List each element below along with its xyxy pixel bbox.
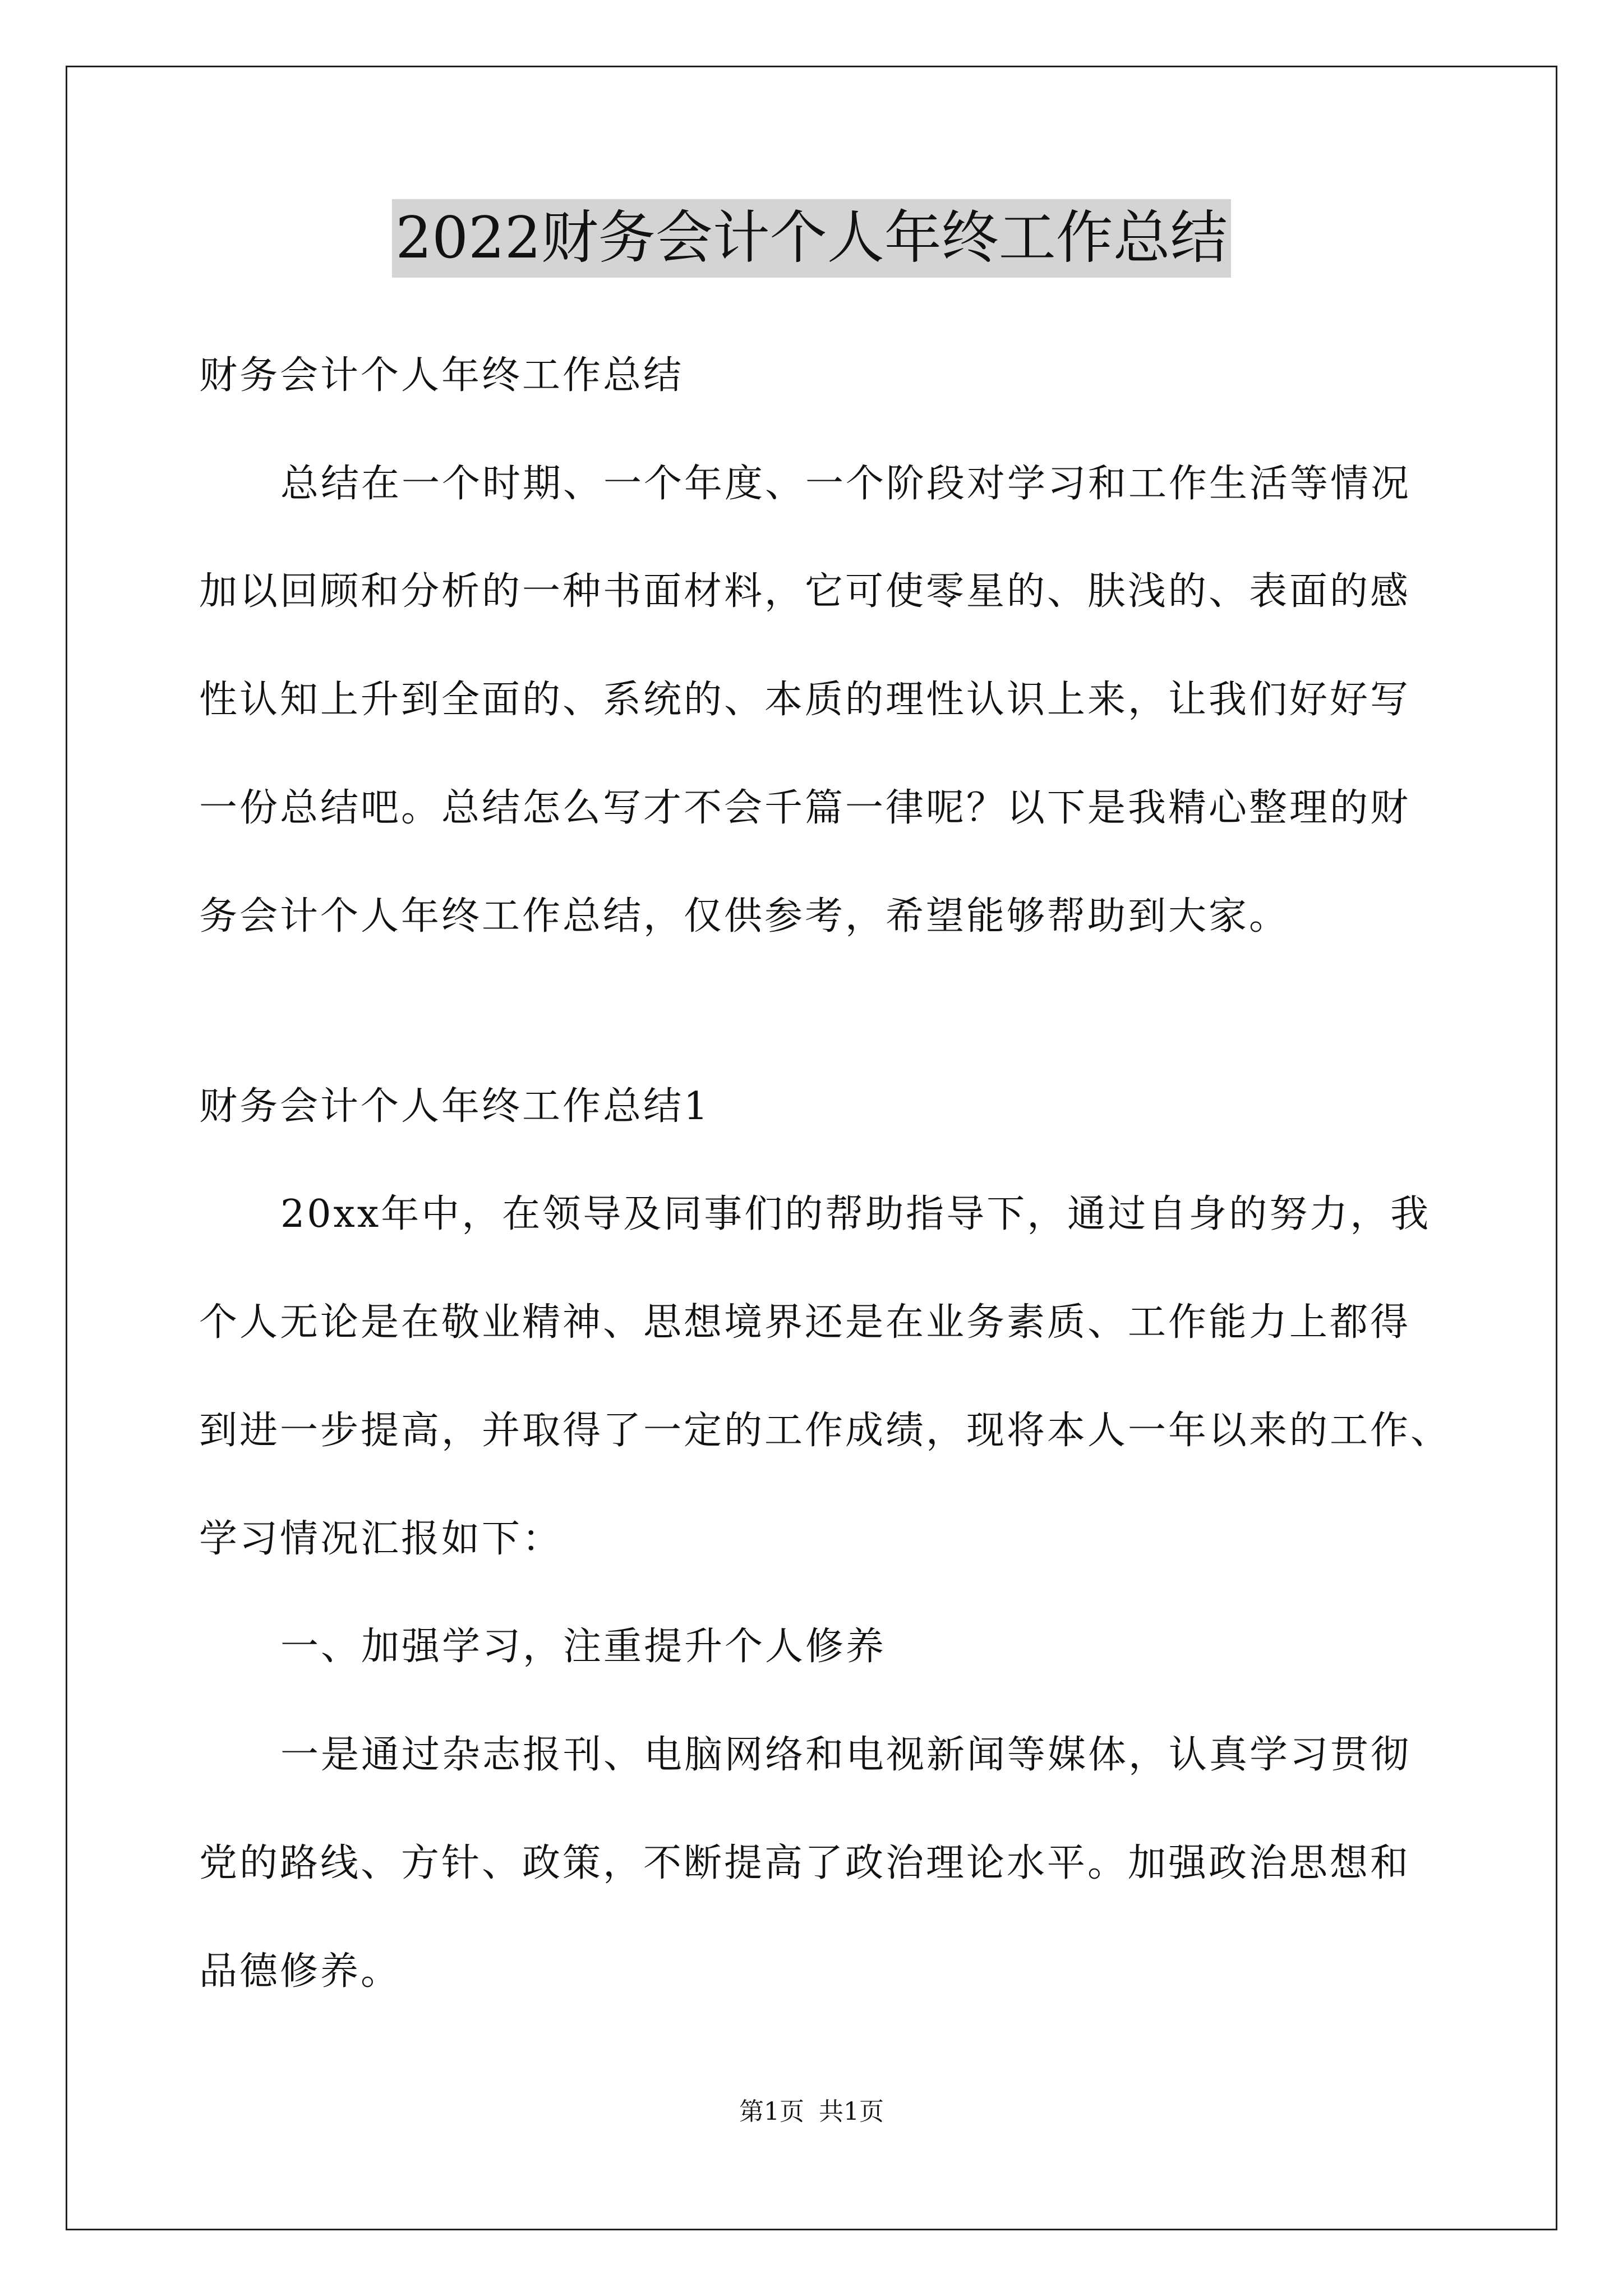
text-line: 一份总结吧。总结怎么写才不会千篇一律呢？以下是我精心整理的财 xyxy=(199,786,1411,830)
text-line: 20xx年中，在领导及同事们的帮助指导下，通过自身的努力，我 xyxy=(280,1192,1431,1236)
title-container xyxy=(0,199,1623,278)
page-number-total: 共1页 xyxy=(819,2097,884,2126)
text-line: 党的路线、方针、政策，不断提高了政治理论水平。加强政治思想和 xyxy=(199,1841,1411,1885)
page-footer xyxy=(0,2095,1623,2129)
document-title: 2022财务会计个人年终工作总结 xyxy=(392,199,1231,278)
text-line: 务会计个人年终工作总结，仅供参考，希望能够帮助到大家。 xyxy=(199,894,1290,938)
text-line: 总结在一个时期、一个年度、一个阶段对学习和工作生活等情况 xyxy=(280,462,1412,506)
text-line: 性认知上升到全面的、系统的、本质的理性认识上来，让我们好好写 xyxy=(199,678,1411,722)
text-line: 到进一步提高，并取得了一定的工作成绩，现将本人一年以来的工作、 xyxy=(199,1409,1451,1453)
text-line: 学习情况汇报如下： xyxy=(199,1517,563,1561)
subsection-heading: 一、加强学习，注重提升个人修养 xyxy=(280,1625,887,1669)
text-line: 加以回顾和分析的一种书面材料，它可使零星的、肤浅的、表面的感 xyxy=(199,569,1411,614)
text-line: 一是通过杂志报刊、电脑网络和电视新闻等媒体，认真学习贯彻 xyxy=(280,1733,1412,1777)
page-number-current: 第1页 xyxy=(739,2097,804,2126)
text-line-subtitle: 财务会计个人年终工作总结 xyxy=(199,353,684,398)
text-line: 品德修养。 xyxy=(199,1949,402,1994)
section-heading: 财务会计个人年终工作总结1 xyxy=(199,1084,711,1129)
text-line: 个人无论是在敬业精神、思想境界还是在业务素质、工作能力上都得 xyxy=(199,1300,1411,1345)
